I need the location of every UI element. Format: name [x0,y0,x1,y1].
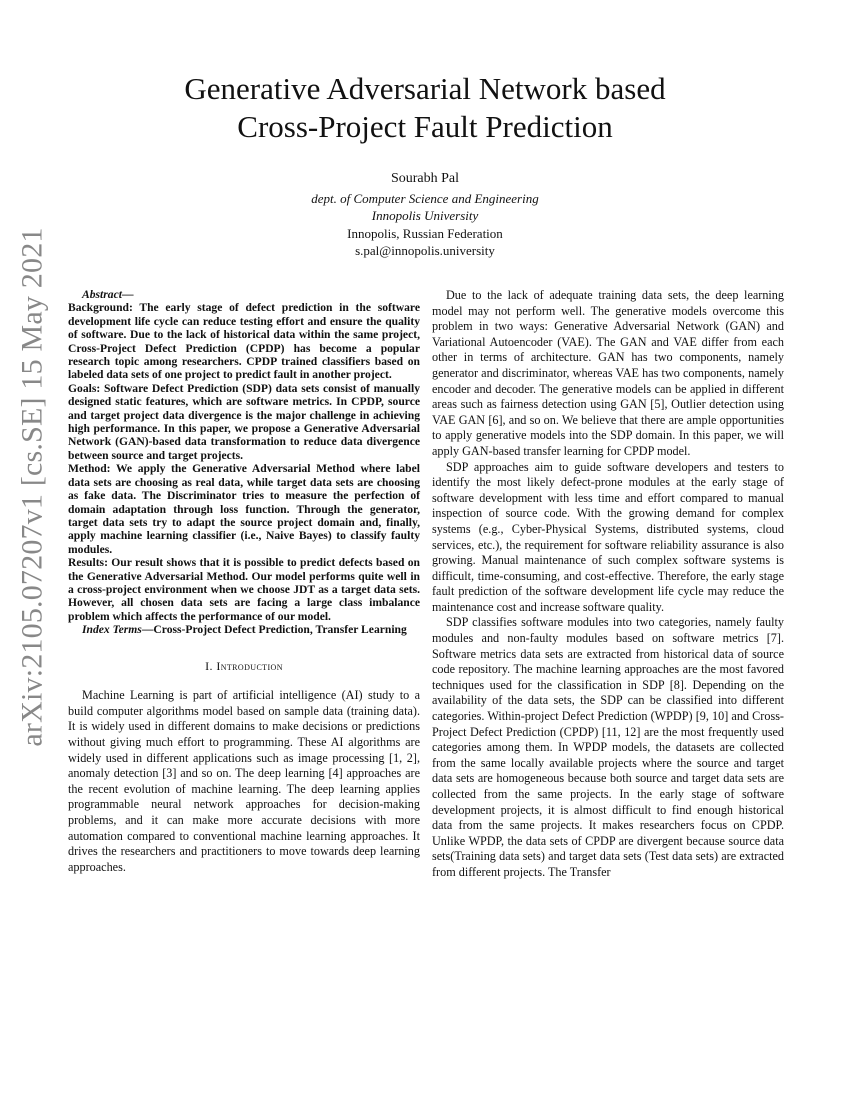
author-email: s.pal@innopolis.university [355,243,495,258]
author-block [200,170,650,260]
title-line-1: Generative Adversarial Network based [184,71,666,106]
index-terms [68,623,420,636]
index-terms-label: Index Terms [82,623,142,637]
index-terms-text: —Cross-Project Defect Prediction, Transfer Learning [141,623,407,637]
section-number: I. [205,658,213,673]
left-column [68,288,420,875]
section-heading [68,659,420,675]
arxiv-identifier-text: arXiv:2105.07207v1 [cs.SE] 15 May 2021 [16,227,49,747]
body-paragraph: SDP approaches aim to guide software developers and testers to identify the most likely defect-prone modules at the early stage of software development with less time and effort compared to manual inspection of source code. With the growing demand for complex systems (e.g., Cyber-Physical Systems, distributed systems, cloud services, etc.), the requirement for software reliability assurance is also growing. Manual maintenance of such complex software systems is difficult, time-consuming, and cost-effective. Therefore, the early stage fault prediction of the software development life cycle may reduce the maintenance cost and increase software quality. [432,459,784,614]
abstract-label: Abstract— [82,288,134,301]
author-location: Innopolis, Russian Federation [347,225,503,241]
abstract-results: Results: Our result shows that it is possible to predict defects based on the Generative Adversarial Method. Our model performs quite well in a cross-project environment when we choose JDT as a target data sets. However, all chosen data sets are facing a large class imbalance problem which affects the performance of our model. [68,556,420,623]
body-paragraph: Due to the lack of adequate training data sets, the deep learning model may not perform well. The generative models overcome this problem in two ways: Generative Adversarial Network (GAN) and Variational Autoencoder (VAE). The GAN and VAE differ from each other in terms of architecture. GAN has two components, namely generator and discriminator, whereas VAE has two components, namely encoder and decoder. The generative models can be applied in different areas such as fairness detection using GAN [5], Outlier detection using VAE GAN [6], and so on. We believe that there are ample opportunities to apply generative models into the SDP domain. In this paper, we will apply GAN-based transfer learning for CPDP model. [432,288,784,458]
author-department: dept. of Computer Science and Engineering [311,190,539,206]
title-line-2: Cross-Project Fault Prediction [237,109,613,144]
abstract-goals: Goals: Software Defect Prediction (SDP) data sets consist of manually designed static features, which are software metrics. In CPDP, source and target project data divergence is the major challenge in achieving high performance. In this paper, we propose a Generative Adversarial Network (GAN)-based data transformation to reduce data divergence between source and target projects. [68,381,420,462]
author-university: Innopolis University [371,208,479,223]
abstract [68,288,420,637]
author-name: Sourabh Pal [390,171,460,186]
abstract-method: Method: We apply the Generative Adversarial Method where label data sets are choosing as real data, while target data sets are choosing as fake data. The Discriminator tries to measure the perfection of domain adaptation through loss function. Through the generator, target data sets try to adapt the source project domain and, finally, apply machine learning classifier (i.e., Naive Bayes) to classify faulty modules. [68,462,420,556]
paper-title [60,70,790,146]
section-title: Introduction [216,658,283,673]
arxiv-identifier [8,227,58,747]
abstract-background: Background: The early stage of defect prediction in the software development life cycle can reduce testing effort and ensure the quality of software. Due to the lack of historical data within the same project, Cross-Project Defect Prediction (CPDP) has become a popular research topic among researchers. CPDP trained classifiers based on labeled data sets of one project to predict fault in another project. [68,301,420,382]
body-paragraph: SDP classifies software modules into two categories, namely faulty modules and non-faulty modules based on software metrics [7]. Software metrics data sets are extracted from historical data of source code repository. The machine learning approaches are the most favored techniques used for the classification in SDP [8]. Depending on the availability of the data sets, the SDP can be classified into different categories. Within-project Defect Prediction (WPDP) [9, 10] and Cross-Project Defect Prediction (CPDP) [11, 12] are the most frequently used categories among them. In WPDP models, the datasets are collected from the same locally available projects where the source and target data sets are homogeneous because both source and target data sets are collected from the same projects. In the early stage of software development projects, it is almost difficult to find enough historical data from the same projects. It makes researchers focus on CPDP. Unlike WPDP, the data sets of CPDP are divergent because source data sets(Training data sets) and target data sets (Test data sets) are extracted from different projects. The Transfer [432,615,784,879]
intro-paragraph: Machine Learning is part of artificial intelligence (AI) study to a build computer algorithms model based on sample data (training data). It is widely used in different domains to make decisions or predictions without giving much effort to programming. These AI algorithms are widely used in different applications such as image processing [1, 2], anomaly detection [3] and so on. The deep learning [4] approaches are the recent evolution of machine learning. The deep learning applies programmable neural network approaches for decision-making problems, and it can make more accurate decisions with more automation compared to conventional machine learning approaches. It drives the researchers and practitioners to move towards deep learning approaches. [68,688,420,874]
right-column [432,288,784,881]
